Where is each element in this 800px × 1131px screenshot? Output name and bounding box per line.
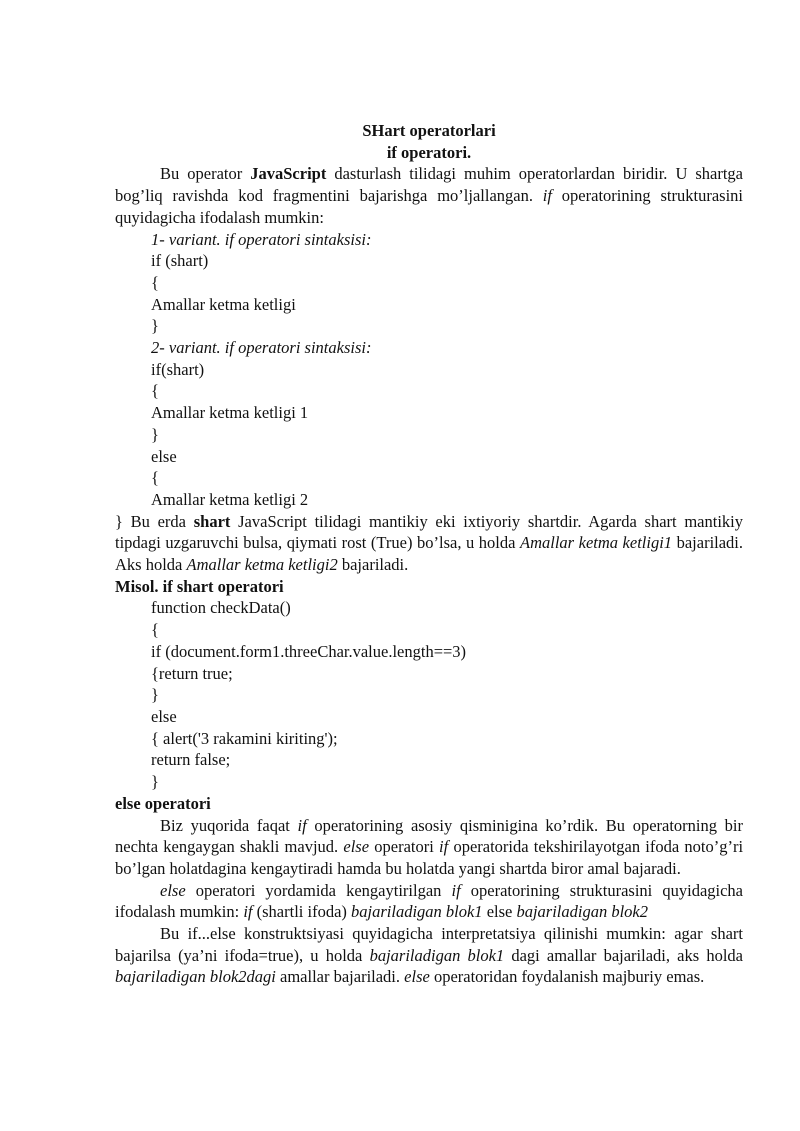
else-heading: else operatori — [115, 793, 211, 813]
code-line: } — [151, 316, 159, 336]
else-paragraph-1: Biz yuqorida faqat if operatorining asosiy qisminigina ko’rdik. Bu operatorning bir nechta kengaygan shakli mavjud. else operatori if operatorida tekshirilayotgan ifoda noto’g’ri bo’lgan holatdagina kengaytiradi hamda bu holatda yangi shartda biror amal bajaradi. — [115, 815, 744, 878]
variant2-code — [115, 359, 743, 511]
page-title: SHart operatorlari — [362, 121, 496, 140]
code-line: else — [151, 446, 177, 466]
code-line: if (shart) — [151, 251, 209, 271]
code-line: if (document.form1.threeChar.value.length==3) — [151, 641, 467, 661]
explanation-paragraph: } Bu erda shart JavaScript tilidagi mantikiy eki ixtiyoriy shartdir. Agarda shart mantikiy tipdagi uzgaruvchi bulsa, qiymati rost (True) bo’lsa, u holda Amallar ketma ketligi1 bajariladi. Aks holda Amallar ketma ketligi2 bajariladi. — [115, 511, 744, 575]
code-line: } — [151, 424, 159, 444]
else-paragraph-3: Bu if...else konstruktsiyasi quyidagicha interpretatsiya qilinishi mumkin: agar shart bajarilsa (ya’ni ifoda=true), u holda bajariladigan blok1 dagi amallar bajariladi, aks holda bajariladigan blok2dagi amallar bajariladi. else operatoridan foydalanish majburiy emas. — [115, 924, 743, 987]
variant2-label: 2- variant. if operatori sintaksisi: — [151, 338, 372, 358]
code-line: { — [151, 272, 159, 292]
code-line: { — [151, 620, 159, 640]
code-line: if(shart) — [151, 359, 205, 379]
code-line: } — [151, 772, 159, 792]
code-line: { — [151, 468, 159, 488]
example-heading: Misol. if shart operatori — [115, 576, 284, 596]
example-code — [115, 597, 743, 792]
code-line: return false; — [151, 750, 231, 770]
code-line: {return true; — [151, 663, 233, 683]
code-line: { — [151, 381, 159, 401]
intro-paragraph: Bu operator JavaScript dasturlash tilidagi muhim operatorlardan biridir. U shartga bog’liq ravishda kod fragmentini bajarishga mo’ljallangan. if operatorining strukturasini quyidagicha ifodalash mumkin: — [115, 164, 744, 227]
code-line: Amallar ketma ketligi — [151, 294, 296, 314]
code-line: { alert('3 rakamini kiriting'); — [151, 728, 338, 748]
variant1-code — [115, 250, 743, 337]
code-line: else — [151, 706, 177, 726]
else-paragraph-2: else operatori yordamida kengaytirilgan if operatorining strukturasini quyidagicha ifodalash mumkin: if (shartli ifoda) bajariladigan blok1 else bajariladigan blok2 — [115, 880, 744, 922]
code-line: } — [151, 685, 159, 705]
variant1-label: 1- variant. if operatori sintaksisi: — [151, 229, 372, 249]
page-subtitle: if operatori. — [386, 142, 472, 162]
code-line: Amallar ketma ketligi 2 — [151, 489, 309, 509]
code-line: Amallar ketma ketligi 1 — [151, 403, 309, 423]
code-line: function checkData() — [151, 598, 291, 618]
document-page — [115, 120, 743, 988]
